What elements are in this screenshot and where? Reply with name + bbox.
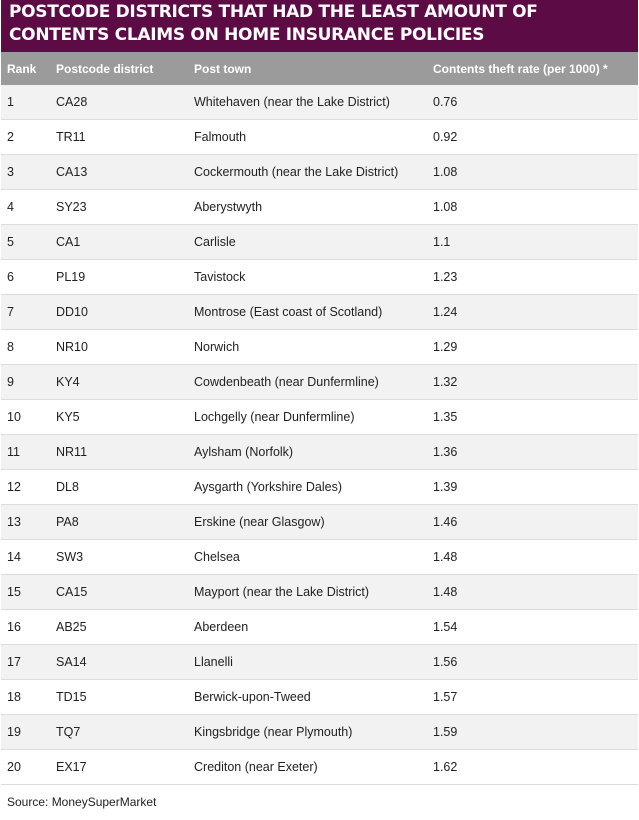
cell-rank: 16: [1, 610, 55, 645]
table-row: [1, 330, 638, 365]
table-row: [1, 400, 638, 435]
cell-rate: 1.08: [432, 155, 638, 190]
table-row: [1, 540, 638, 575]
cell-rate: 1.39: [432, 470, 638, 505]
table-row: [1, 85, 638, 120]
cell-rate: 1.29: [432, 330, 638, 365]
cell-rate: 1.56: [432, 645, 638, 680]
source-note: Source: MoneySuperMarket: [7, 795, 157, 809]
table-row: [1, 575, 638, 610]
cell-town: Aberystwyth: [193, 190, 432, 225]
cell-rate: 1.62: [432, 750, 638, 785]
cell-rank: 9: [1, 365, 55, 400]
table-title: POSTCODE DISTRICTS THAT HAD THE LEAST AMOUNT OF CONTENTS CLAIMS ON HOME INSURANCE POLICIES: [1, 0, 638, 52]
cell-town: Erskine (near Glasgow): [193, 505, 432, 540]
cell-rank: 18: [1, 680, 55, 715]
table-row: [1, 610, 638, 645]
cell-district: DD10: [55, 295, 193, 330]
cell-district: SW3: [55, 540, 193, 575]
cell-rank: 3: [1, 155, 55, 190]
cell-district: EX17: [55, 750, 193, 785]
cell-town: Aysgarth (Yorkshire Dales): [193, 470, 432, 505]
cell-district: PL19: [55, 260, 193, 295]
cell-rank: 4: [1, 190, 55, 225]
cell-town: Cockermouth (near the Lake District): [193, 155, 432, 190]
cell-rank: 6: [1, 260, 55, 295]
cell-rank: 19: [1, 715, 55, 750]
table-row: [1, 505, 638, 540]
cell-district: SY23: [55, 190, 193, 225]
cell-rate: 1.35: [432, 400, 638, 435]
cell-district: CA13: [55, 155, 193, 190]
cell-rate: 1.54: [432, 610, 638, 645]
table-container: [1, 0, 638, 809]
cell-town: Lochgelly (near Dunfermline): [193, 400, 432, 435]
cell-rank: 1: [1, 85, 55, 120]
cell-rate: 1.46: [432, 505, 638, 540]
table-row: [1, 120, 638, 155]
table-row: [1, 715, 638, 750]
cell-town: Mayport (near the Lake District): [193, 575, 432, 610]
table-row: [1, 435, 638, 470]
cell-rate: 1.57: [432, 680, 638, 715]
cell-district: KY4: [55, 365, 193, 400]
table-row: [1, 750, 638, 785]
table-row: [1, 295, 638, 330]
cell-rank: 15: [1, 575, 55, 610]
cell-district: DL8: [55, 470, 193, 505]
cell-rate: 1.08: [432, 190, 638, 225]
table-row: [1, 365, 638, 400]
cell-town: Norwich: [193, 330, 432, 365]
cell-town: Carlisle: [193, 225, 432, 260]
table-row: [1, 260, 638, 295]
cell-district: CA1: [55, 225, 193, 260]
cell-district: PA8: [55, 505, 193, 540]
table-row: [1, 190, 638, 225]
cell-rate: 1.23: [432, 260, 638, 295]
table-row: [1, 645, 638, 680]
column-header-rank: Rank: [1, 52, 55, 85]
cell-district: NR10: [55, 330, 193, 365]
cell-rank: 2: [1, 120, 55, 155]
table-body: [1, 85, 638, 785]
cell-rate: 0.92: [432, 120, 638, 155]
cell-district: CA28: [55, 85, 193, 120]
cell-town: Aberdeen: [193, 610, 432, 645]
column-header-town: Post town: [193, 52, 432, 85]
table-header-row: [1, 52, 638, 85]
cell-town: Berwick-upon-Tweed: [193, 680, 432, 715]
claims-table: [1, 52, 638, 785]
cell-town: Whitehaven (near the Lake District): [193, 85, 432, 120]
cell-rank: 11: [1, 435, 55, 470]
cell-rank: 20: [1, 750, 55, 785]
cell-rank: 10: [1, 400, 55, 435]
table-row: [1, 680, 638, 715]
cell-town: Kingsbridge (near Plymouth): [193, 715, 432, 750]
cell-rank: 7: [1, 295, 55, 330]
cell-district: TD15: [55, 680, 193, 715]
cell-town: Crediton (near Exeter): [193, 750, 432, 785]
cell-rate: 1.48: [432, 540, 638, 575]
cell-rate: 1.1: [432, 225, 638, 260]
cell-town: Llanelli: [193, 645, 432, 680]
cell-rate: 1.36: [432, 435, 638, 470]
cell-town: Tavistock: [193, 260, 432, 295]
column-header-district: Postcode district: [55, 52, 193, 85]
cell-district: KY5: [55, 400, 193, 435]
cell-rank: 5: [1, 225, 55, 260]
cell-rank: 13: [1, 505, 55, 540]
table-row: [1, 225, 638, 260]
cell-rate: 1.48: [432, 575, 638, 610]
cell-district: AB25: [55, 610, 193, 645]
cell-town: Cowdenbeath (near Dunfermline): [193, 365, 432, 400]
column-header-rate: Contents theft rate (per 1000) *: [432, 52, 638, 85]
cell-district: SA14: [55, 645, 193, 680]
cell-rate: 1.32: [432, 365, 638, 400]
cell-town: Falmouth: [193, 120, 432, 155]
cell-district: NR11: [55, 435, 193, 470]
cell-rank: 17: [1, 645, 55, 680]
cell-town: Montrose (East coast of Scotland): [193, 295, 432, 330]
cell-town: Chelsea: [193, 540, 432, 575]
cell-district: CA15: [55, 575, 193, 610]
cell-rate: 0.76: [432, 85, 638, 120]
cell-rank: 14: [1, 540, 55, 575]
cell-district: TQ7: [55, 715, 193, 750]
cell-rank: 12: [1, 470, 55, 505]
cell-rank: 8: [1, 330, 55, 365]
table-row: [1, 470, 638, 505]
cell-rate: 1.59: [432, 715, 638, 750]
cell-district: TR11: [55, 120, 193, 155]
table-row: [1, 155, 638, 190]
cell-rate: 1.24: [432, 295, 638, 330]
cell-town: Aylsham (Norfolk): [193, 435, 432, 470]
